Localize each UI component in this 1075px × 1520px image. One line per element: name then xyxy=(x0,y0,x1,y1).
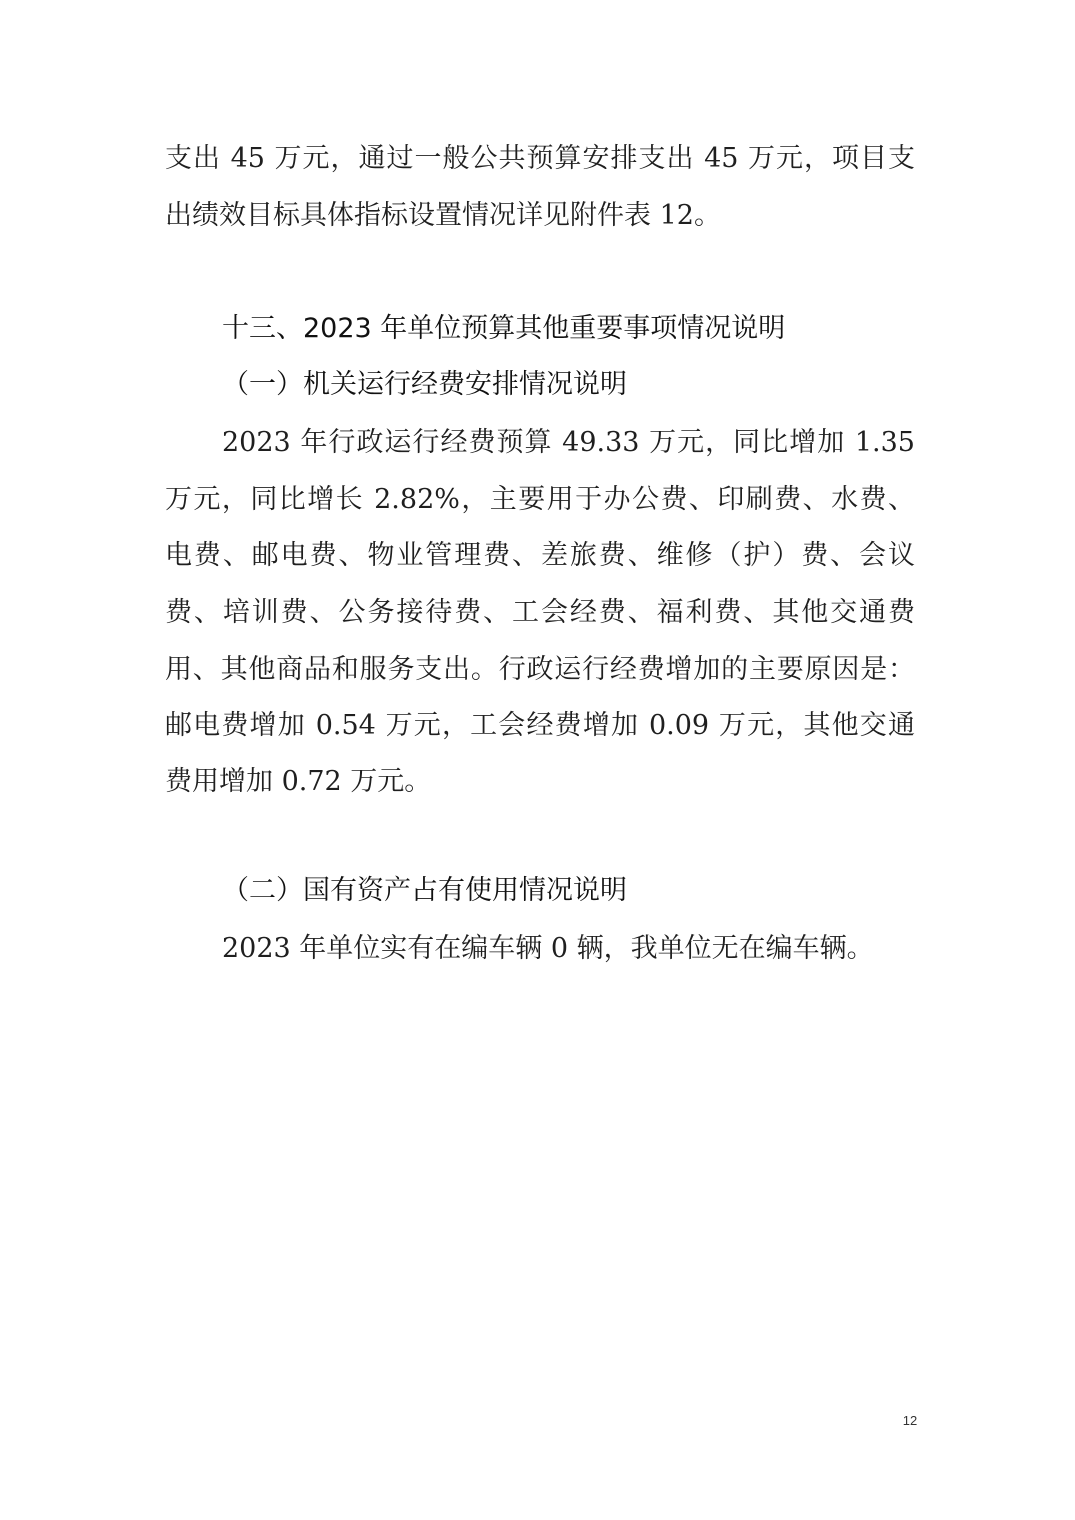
body-text-line: 支出 45 万元，通过一般公共预算安排支出 45 万元，项目支 xyxy=(165,143,915,174)
body-text-line: 2023 年行政运行经费预算 49.33 万元，同比增加 1.35 xyxy=(222,427,915,458)
section-heading: 十三、2023 年单位预算其他重要事项情况说明 xyxy=(222,313,786,344)
subsection-heading-1: （一）机关运行经费安排情况说明 xyxy=(222,369,627,400)
subsection-heading-2: （二）国有资产占有使用情况说明 xyxy=(222,875,627,906)
body-text-line: 用、其他商品和服务支出。行政运行经费增加的主要原因是： xyxy=(165,654,915,685)
body-text-line: 万元，同比增长 2.82%，主要用于办公费、印刷费、水费、 xyxy=(165,484,915,515)
body-text-line: 出绩效目标具体指标设置情况详见附件表 12。 xyxy=(165,200,721,231)
body-text-line: 费用增加 0.72 万元。 xyxy=(165,766,432,797)
body-text-line: 邮电费增加 0.54 万元，工会经费增加 0.09 万元，其他交通 xyxy=(165,710,915,741)
body-text-line: 电费、邮电费、物业管理费、差旅费、维修（护）费、会议 xyxy=(165,540,915,571)
page-number: 12 xyxy=(902,1413,918,1428)
body-text-line: 2023 年单位实有在编车辆 0 辆，我单位无在编车辆。 xyxy=(222,933,874,964)
body-text-line: 费、培训费、公务接待费、工会经费、福利费、其他交通费 xyxy=(165,597,915,628)
